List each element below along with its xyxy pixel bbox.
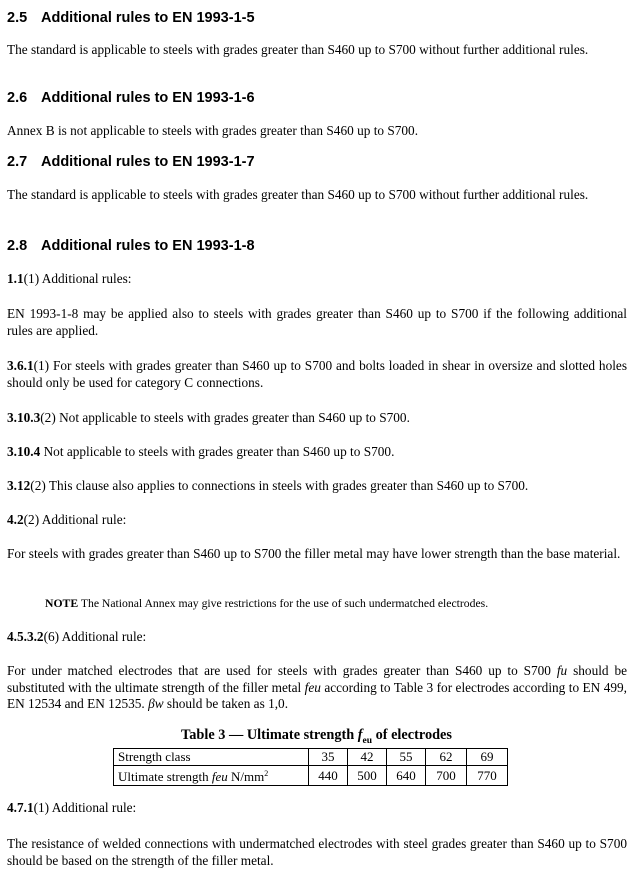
body-text: according to Table 3 for electrodes according to EN 499, EN 12534 and EN 12535. [7, 679, 627, 712]
clause-1-1-body: EN 1993-1-8 may be applied also to steels with grades greater than S460 up to S700 if the following additional rules are applied. [7, 306, 627, 338]
section-number: 2.6 [7, 90, 28, 106]
clause-text: Not applicable to steels with grades greater than S460 up to S700. [40, 444, 395, 459]
clause-4-7-1 [7, 800, 627, 817]
section-2-6-text: Annex B is not applicable to steels with grades greater than S460 up to S700. [7, 123, 419, 138]
clause-3-10-3 [7, 410, 627, 427]
caption-subscript: eu [362, 735, 373, 746]
caption-text: of electrodes [372, 727, 452, 743]
row-label: Strength class [114, 749, 309, 766]
table-cell: 35 [309, 749, 348, 766]
clause-4-2-body: For steels with grades greater than S460 up to S700 the filler metal may have lower strength than the base material. [7, 546, 621, 561]
note-text: The National Annex may give restrictions for the use of such undermatched electrodes. [78, 597, 489, 610]
clause-ref: 4.5.3.2 [7, 629, 44, 644]
section-heading-2-7 [7, 153, 255, 171]
table-cell: 500 [348, 766, 387, 786]
section-title: Additional rules to EN 1993-1-8 [41, 238, 255, 254]
clause-1-1 [7, 271, 627, 288]
section-2-7-text: The standard is applicable to steels with grades greater than S460 up to S700 without further additional rules. [7, 187, 589, 202]
symbol-beta-w: βw [148, 696, 164, 712]
clause-3-12 [7, 478, 627, 495]
symbol-fu: fu [556, 663, 568, 678]
section-number: 2.8 [7, 238, 28, 254]
section-heading-2-5 [7, 9, 255, 27]
table-cell: 42 [348, 749, 387, 766]
clause-3-10-4 [7, 444, 627, 461]
body-text: For under matched electrodes that are used for steels with grades greater than S460 up to S700 [7, 663, 557, 678]
section-title: Additional rules to EN 1993-1-6 [41, 90, 255, 106]
section-title: Additional rules to EN 1993-1-7 [41, 154, 255, 170]
clause-text: (2) This clause also applies to connections in steels with grades greater than S460 up to S700. [30, 478, 529, 493]
electrode-strength-table [113, 748, 508, 786]
label-unit: N/mm [227, 769, 265, 784]
section-number: 2.7 [7, 154, 28, 170]
caption-symbol: f [357, 727, 363, 743]
clause-3-6-1 [7, 358, 627, 391]
clause-4-2 [7, 512, 627, 529]
clause-ref: 3.10.4 [7, 444, 41, 459]
clause-text: (2) Additional rule: [23, 512, 127, 527]
label-symbol: feu [211, 769, 228, 784]
clause-4-5-3-2 [7, 629, 627, 646]
label-text: Ultimate strength [118, 769, 212, 784]
table-row [114, 749, 508, 766]
section-number: 2.5 [7, 10, 28, 26]
note-label: NOTE [45, 597, 79, 610]
section-2-5-text: The standard is applicable to steels with grades greater than S460 up to S700 without further additional rules. [7, 42, 589, 57]
body-text: should be substituted with the ultimate strength of the filler metal [7, 663, 627, 695]
table-cell: 55 [387, 749, 426, 766]
body-text: should be taken as 1,0. [163, 696, 289, 712]
table-cell: 69 [467, 749, 508, 766]
symbol-feu: feu [304, 679, 321, 695]
clause-text: (1) For steels with grades greater than S460 up to S700 and bolts loaded in shear in oversize and slotted holes should only be used for category C connections. [7, 358, 627, 390]
caption-text: Table 3 — Ultimate strength [181, 727, 358, 743]
clause-text: (1) Additional rules: [23, 271, 132, 286]
clause-text: (1) Additional rule: [33, 800, 137, 815]
clause-ref: 3.10.3 [7, 410, 41, 425]
section-heading-2-8 [7, 237, 255, 255]
clause-text: (2) Not applicable to steels with grades greater than S460 up to S700. [40, 410, 410, 425]
clause-ref: 3.12 [7, 478, 31, 493]
clause-4-7-1-body: The resistance of welded connections with undermatched electrodes with steel grades greater than S460 up to S700 should be based on the strength of the filler metal. [7, 836, 627, 868]
table-cell: 62 [426, 749, 467, 766]
section-title: Additional rules to EN 1993-1-5 [41, 10, 255, 26]
note [45, 596, 605, 611]
table-cell: 700 [426, 766, 467, 786]
clause-ref: 3.6.1 [7, 358, 34, 373]
table-cell: 770 [467, 766, 508, 786]
table-cell: 440 [309, 766, 348, 786]
table-caption [0, 726, 633, 750]
clause-ref: 4.2 [7, 512, 24, 527]
table-row [114, 766, 508, 786]
table-cell: 640 [387, 766, 426, 786]
section-heading-2-6 [7, 89, 255, 107]
clause-4-5-3-2-body [7, 663, 627, 713]
row-label [114, 766, 309, 786]
label-superscript: 2 [264, 769, 269, 778]
clause-ref: 4.7.1 [7, 800, 34, 815]
clause-text: (6) Additional rule: [43, 629, 147, 644]
clause-ref: 1.1 [7, 271, 24, 286]
